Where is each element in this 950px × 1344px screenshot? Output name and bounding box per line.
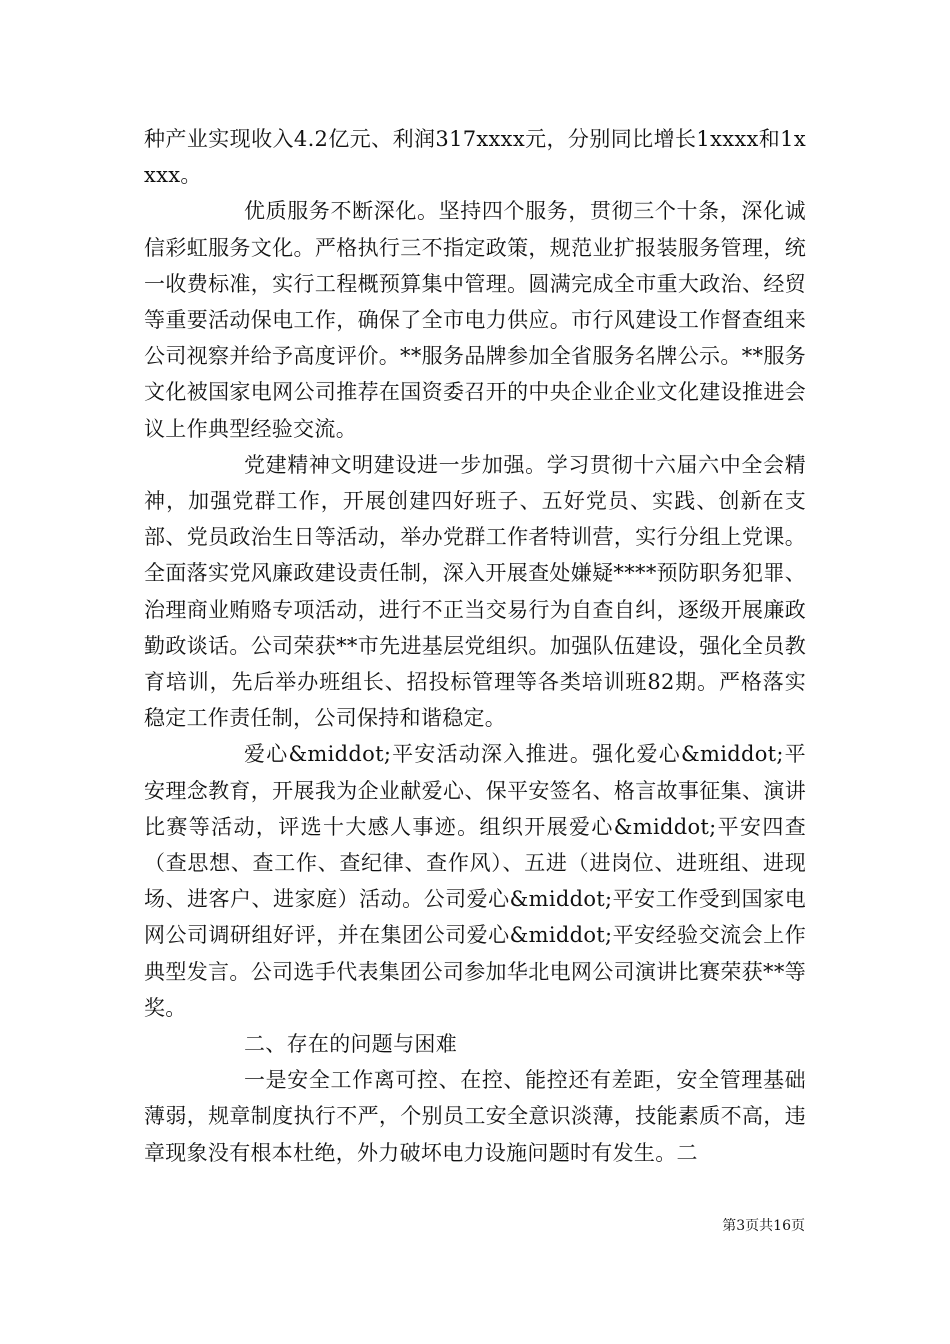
paragraph-1: 种产业实现收入4.2亿元、利润317xxxx元，分别同比增长1xxxx和1xxxx。 [144,127,806,188]
paragraph-4: 爱心&middot;平安活动深入推进。强化爱心&middot;平安理念教育，开展我为企业献爱心、保平安签名、格言故事征集、演讲比赛等活动，评选十大感人事迹。组织开展爱心&middot;平安四查（查思想、查工作、查纪律、查作风）、五进（进岗位、进班组、进现场、进客户、进家庭）活动。公司爱心&middot;平安工作受到国家电网公司调研组好评，并在集团公司爱心&middot;平安经验交流会上作典型发言。公司选手代表集团公司参加华北电网公司演讲比赛荣获**等奖。 [144,742,806,1020]
page-number: 第3页共16页 [722,1218,805,1234]
paragraph-3: 党建精神文明建设进一步加强。学习贯彻十六届六中全会精神，加强党群工作，开展创建四好班子、五好党员、实践、创新在支部、党员政治生日等活动，举办党群工作者特训营，实行分组上党课。全面落实党风廉政建设责任制，深入开展查处嫌疑****预防职务犯罪、治理商业贿赂专项活动，进行不正当交易行为自查自纠，逐级开展廉政勤政谈话。公司荣获**市先进基层党组织。加强队伍建设，强化全员教育培训，先后举办班组长、招投标管理等各类培训班82期。严格落实稳定工作责任制，公司保持和谐稳定。 [144,452,806,731]
paragraph-5: 一是安全工作离可控、在控、能控还有差距，安全管理基础薄弱，规章制度执行不严，个别员工安全意识淡薄，技能素质不高，违章现象没有根本杜绝，外力破坏电力设施问题时有发生。二 [144,1068,806,1165]
document-body [144,121,806,1171]
section-heading: 二、存在的问题与困难 [244,1032,457,1057]
paragraph-2: 优质服务不断深化。坚持四个服务，贯彻三个十条，深化诚信彩虹服务文化。严格执行三不指定政策，规范业扩报装服务管理，统一收费标准，实行工程概预算集中管理。圆满完成全市重大政治、经贸等重要活动保电工作，确保了全市电力供应。市行风建设工作督查组来公司视察并给予高度评价。**服务品牌参加全省服务名牌公示。**服务文化被国家电网公司推荐在国资委召开的中央企业企业文化建设推进会议上作典型经验交流。 [144,199,806,441]
